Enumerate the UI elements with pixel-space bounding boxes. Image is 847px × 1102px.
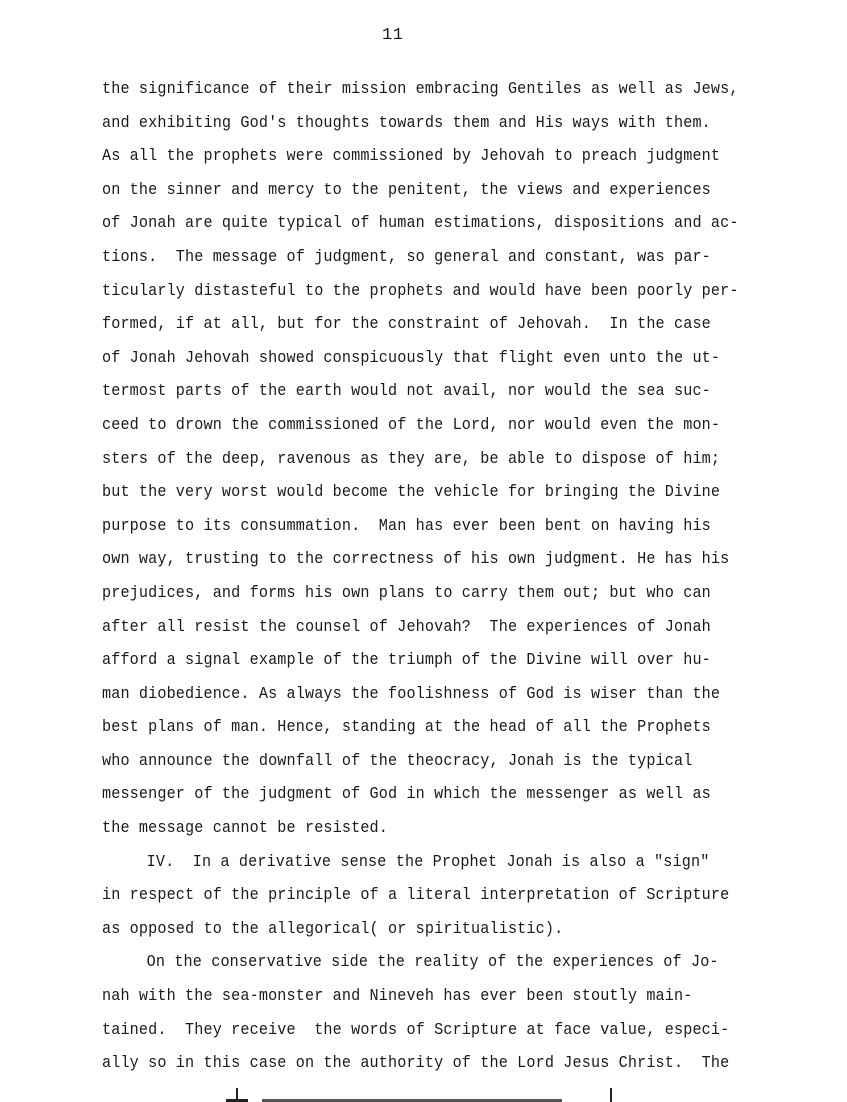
text-line: afford a signal example of the triumph of the Divine will over hu-: [102, 650, 711, 670]
text-line: in respect of the principle of a literal interpretation of Scripture: [102, 885, 730, 905]
text-line: man diobedience. As always the foolishness of God is wiser than the: [102, 683, 721, 703]
text-line: best plans of man. Hence, standing at the head of all the Prophets: [102, 717, 711, 737]
text-line: who announce the downfall of the theocracy, Jonah is the typical: [102, 750, 693, 770]
text-line: but the very worst would become the vehicle for bringing the Divine: [102, 482, 721, 502]
text-line: the message cannot be resisted.: [102, 818, 389, 838]
text-line: after all resist the counsel of Jehovah? The experiences of Jonah: [102, 616, 711, 636]
text-line: and exhibiting God's thoughts towards them and His ways with them.: [102, 112, 711, 132]
text-line: own way, trusting to the correctness of his own judgment. He has his: [102, 549, 730, 569]
text-line: the significance of their mission embracing Gentiles as well as Jews,: [102, 79, 739, 98]
scan-artifact: [610, 1088, 612, 1102]
text-line: nah with the sea-monster and Nineveh has ever been stoutly main-: [102, 986, 693, 1006]
paragraph: [102, 945, 822, 1079]
text-line: tained. They receive the words of Scripture at face value, especi-: [102, 1019, 730, 1039]
text-line: As all the prophets were commissioned by Jehovah to preach judgment: [102, 146, 721, 166]
text-line: as opposed to the allegorical( or spiritualistic).: [102, 918, 564, 938]
paragraph: [102, 72, 822, 845]
paragraph: [102, 845, 822, 946]
text-line: ceed to drown the commissioned of the Lord, nor would even the mon-: [102, 414, 721, 434]
text-line: formed, if at all, but for the constraint of Jehovah. In the case: [102, 314, 711, 334]
text-line: ticularly distasteful to the prophets and would have been poorly per-: [102, 280, 739, 300]
text-line: messenger of the judgment of God in which the messenger as well as: [102, 784, 711, 804]
document-body: [102, 72, 822, 1080]
text-line: on the sinner and mercy to the penitent, the views and experiences: [102, 179, 711, 199]
text-line: purpose to its consummation. Man has ever been bent on having his: [102, 515, 711, 535]
text-line: of Jonah are quite typical of human estimations, dispositions and ac-: [102, 213, 739, 233]
text-line: prejudices, and forms his own plans to carry them out; but who can: [102, 582, 711, 602]
text-line: sters of the deep, ravenous as they are, be able to dispose of him;: [102, 448, 721, 468]
text-line: ally so in this case on the authority of the Lord Jesus Christ. The: [102, 1053, 730, 1073]
text-line: IV. In a derivative sense the Prophet Jonah is also a "sign": [146, 851, 710, 871]
text-line: termost parts of the earth would not avail, nor would the sea suc-: [102, 381, 711, 401]
text-line: On the conservative side the reality of the experiences of Jo-: [146, 952, 719, 972]
text-line: tions. The message of judgment, so general and constant, was par-: [102, 246, 711, 266]
page-number: 11: [382, 26, 404, 45]
text-line: of Jonah Jehovah showed conspicuously that flight even unto the ut-: [102, 347, 721, 367]
